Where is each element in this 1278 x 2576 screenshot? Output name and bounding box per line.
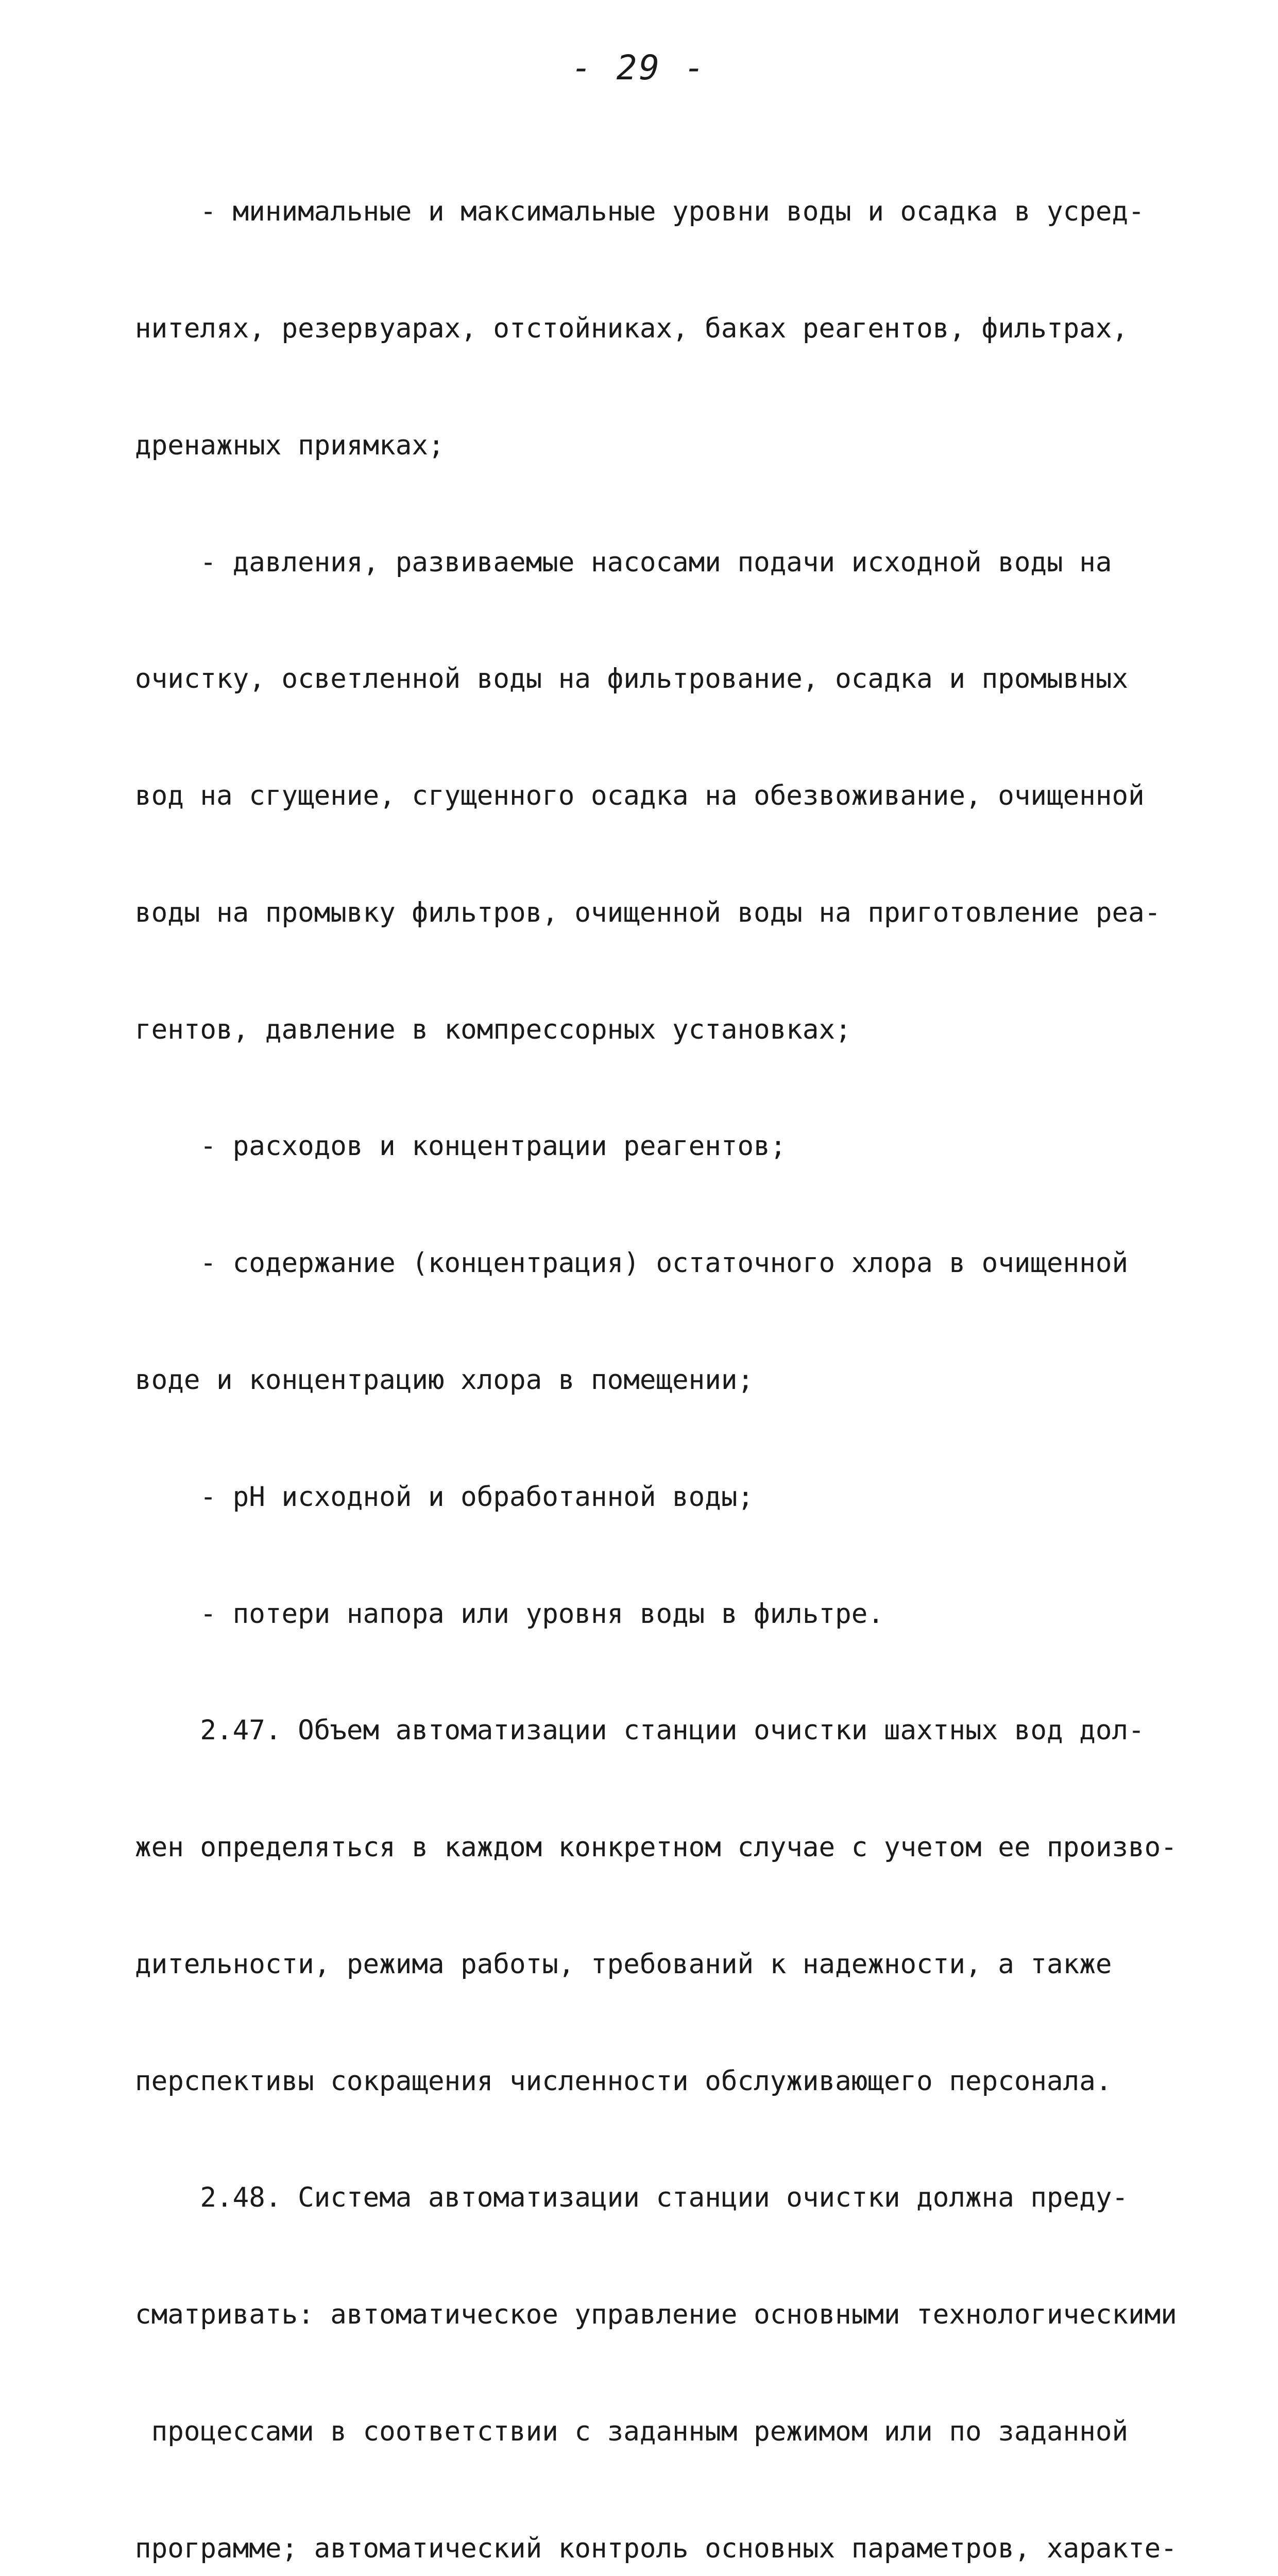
page-number: - 29 - (571, 48, 707, 88)
text-line: - рН исходной и обработанной воды; (135, 1481, 754, 1513)
text-line: дренажных приямках; (135, 429, 445, 461)
document-body (135, 114, 1222, 2576)
text-line: процессами в соответствии с заданным режимом или по заданной (135, 2416, 1129, 2448)
text-line: - минимальные и максимальные уровни воды и осадка в усред- (135, 196, 1145, 228)
text-line: воды на промывку фильтров, очищенной воды на приготовление реа- (135, 896, 1161, 928)
text-line: - расходов и концентрации реагентов; (135, 1130, 787, 1162)
text-line: жен определяться в каждом конкретном случае с учетом ее произво- (135, 1832, 1177, 1863)
text-line: нителях, резервуарах, отстойниках, баках реагентов, фильтрах, (135, 312, 1129, 344)
text-line: 2.48. Система автоматизации станции очистки должна преду- (135, 2182, 1129, 2214)
text-line: воде и концентрацию хлора в помещении; (135, 1364, 754, 1396)
text-line: - содержание (концентрация) остаточного хлора в очищенной (135, 1247, 1129, 1279)
text-line: гентов, давление в компрессорных установках; (135, 1013, 851, 1045)
text-line: перспективы сокращения численности обслуживающего персонала. (135, 2065, 1112, 2097)
text-line: сматривать: автоматическое управление основными технологическими (135, 2299, 1177, 2331)
text-line: - давления, развиваемые насосами подачи исходной воды на (135, 546, 1112, 578)
text-line: очистку, осветленной воды на фильтрование, осадка и промывных (135, 663, 1129, 695)
text-line: 2.47. Объем автоматизации станции очистки шахтных вод дол- (135, 1715, 1145, 1747)
text-line: дительности, режима работы, требований к надежности, а также (135, 1948, 1112, 1980)
text-line: вод на сгущение, сгущенного осадка на обезвоживание, очищенной (135, 780, 1145, 812)
text-line: программе; автоматический контроль основных параметров, характе- (135, 2532, 1177, 2564)
text-line: - потери напора или уровня воды в фильтре. (135, 1598, 884, 1630)
